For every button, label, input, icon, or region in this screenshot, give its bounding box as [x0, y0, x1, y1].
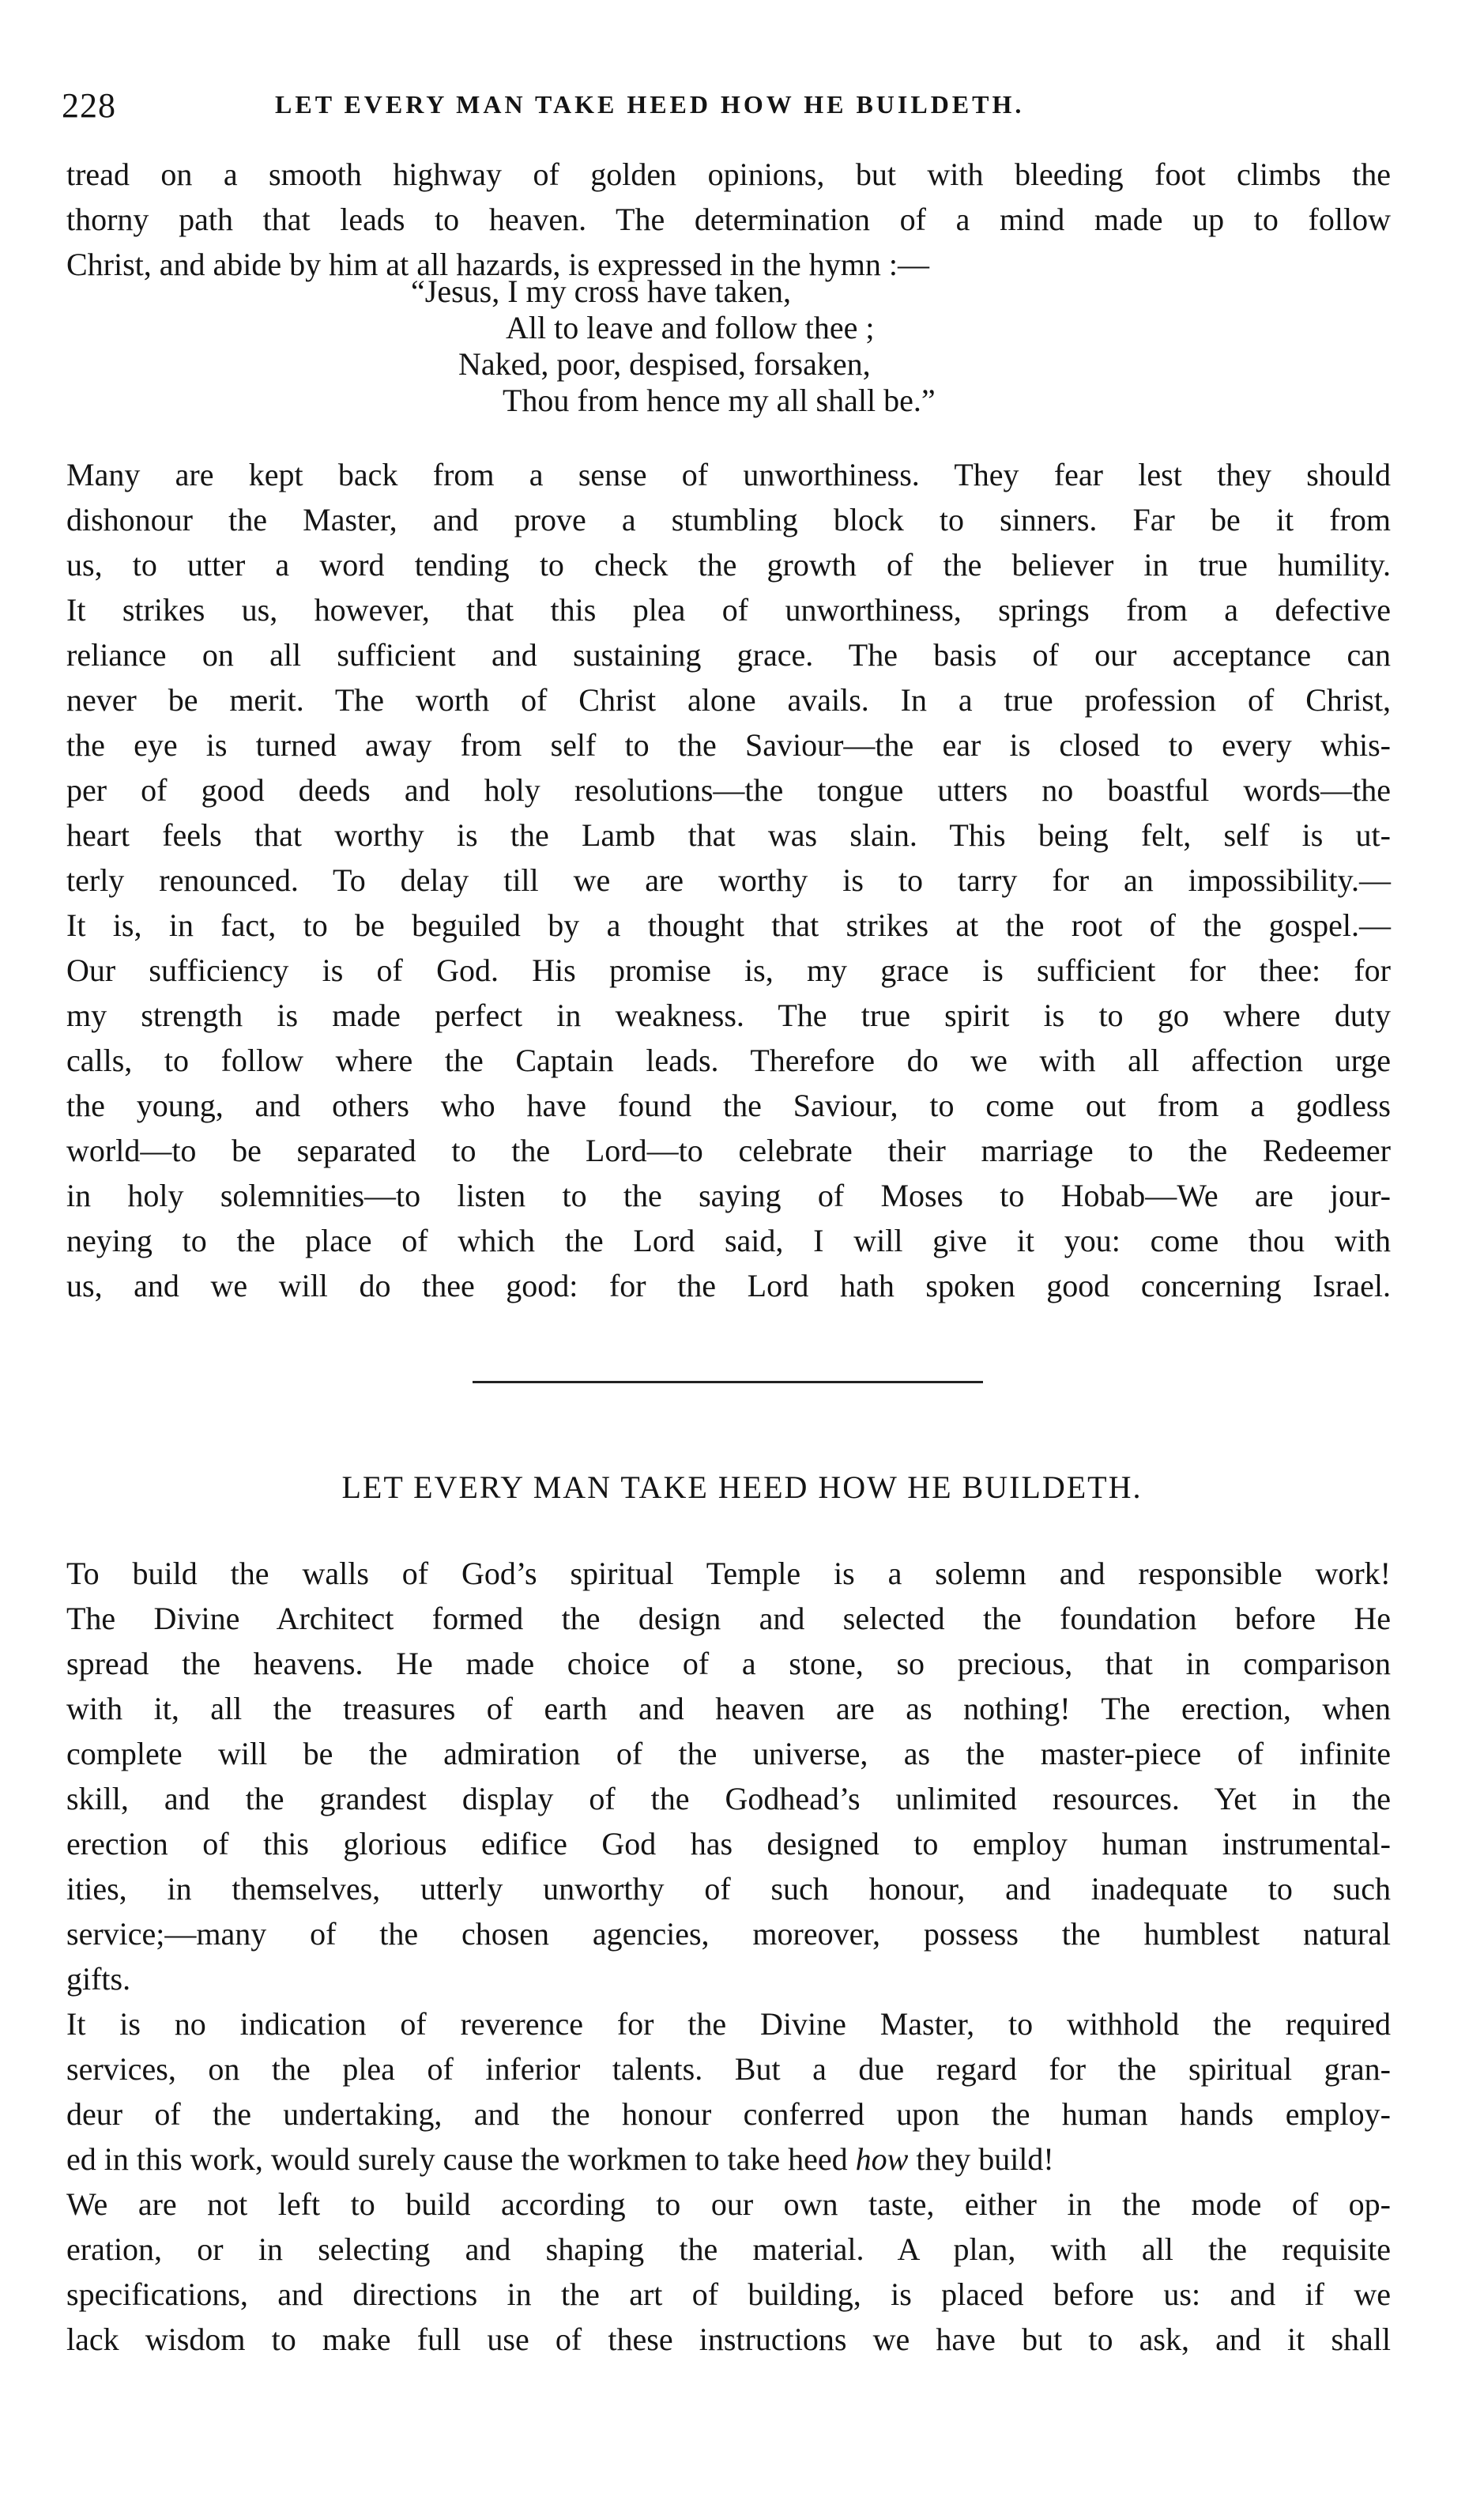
text-line: tread on a smooth highway of golden opinions, but with bleeding foot climbs the [66, 157, 1391, 192]
hymn-line: All to leave and follow thee ; [506, 310, 875, 345]
text-line: To build the walls of God’s spiritual Temple is a solemn and responsible work! [66, 1556, 1391, 1591]
text-line: lack wisdom to make full use of these instructions we have but to ask, and it shall [66, 2322, 1391, 2357]
emphasized-word: how [855, 2141, 909, 2177]
text-line: the young, and others who have found the Saviour, to come out from a godless [66, 1088, 1391, 1123]
text-line: gifts. [66, 1961, 131, 1997]
text-line: eration, or in selecting and shaping the material. A plan, with all the requisite [66, 2231, 1391, 2267]
paragraph-reverence [66, 2001, 1391, 2182]
text-line [66, 2137, 1391, 2182]
text-line: Christ, and abide by him at all hazards, is expressed in the hymn :— [66, 247, 929, 282]
continued-paragraph [66, 152, 1391, 287]
text-line: us, to utter a word tending to check the growth of the believer in true humility. [66, 547, 1391, 583]
text-line: thorny path that leads to heaven. The determination of a mind made up to follow [66, 202, 1391, 237]
text-line: in holy solemnities—to listen to the saying of Moses to Hobab—We are jour- [66, 1178, 1391, 1213]
text-line: dishonour the Master, and prove a stumbling block to sinners. Far be it from [66, 502, 1391, 537]
hymn-line: “Jesus, I my cross have taken, [411, 273, 791, 309]
text-line: specifications, and directions in the art of building, is placed before us: and if we [66, 2276, 1391, 2312]
text-line: my strength is made perfect in weakness. The true spirit is to go where duty [66, 998, 1391, 1033]
text-line: It is no indication of reverence for the Divine Master, to withhold the required [66, 2006, 1391, 2042]
text-line: It is, in fact, to be beguiled by a thought that strikes at the root of the gospel.— [66, 907, 1391, 943]
text-line: heart feels that worthy is the Lamb that was slain. This being felt, self is ut- [66, 817, 1391, 853]
text-line: skill, and the grandest display of the Godhead’s unlimited resources. Yet in the [66, 1781, 1391, 1816]
text-line: terly renounced. To delay till we are worthy is to tarry for an impossibility.— [66, 862, 1391, 898]
text-line: reliance on all sufficient and sustaining grace. The basis of our acceptance can [66, 637, 1391, 673]
text-line: Our sufficiency is of God. His promise is, my grace is sufficient for thee: for [66, 952, 1391, 988]
text-line: per of good deeds and holy resolutions—the tongue utters no boastful words—the [66, 772, 1391, 808]
text-line: neying to the place of which the Lord said, I will give it you: come thou with [66, 1223, 1391, 1258]
paragraph-unworthiness [66, 452, 1391, 1308]
section-divider [473, 1381, 983, 1383]
text-line: erection of this glorious edifice God has designed to employ human instrumental- [66, 1826, 1391, 1861]
text-line: services, on the plea of inferior talents. But a due regard for the spiritual gran- [66, 2051, 1391, 2087]
text-fragment: ed in this work, would surely cause the workmen to take heed [66, 2141, 856, 2177]
paragraph-temple [66, 1551, 1391, 2001]
hymn-line: Naked, poor, despised, forsaken, [458, 346, 871, 382]
text-line: with it, all the treasures of earth and heaven are as nothing! The erection, when [66, 1691, 1391, 1726]
text-line: complete will be the admiration of the universe, as the master-piece of infinite [66, 1736, 1391, 1771]
text-line: ities, in themselves, utterly unworthy of such honour, and inadequate to such [66, 1871, 1391, 1907]
text-line: Many are kept back from a sense of unworthiness. They fear lest they should [66, 457, 1391, 492]
running-title: LET EVERY MAN TAKE HEED HOW HE BUILDETH. [275, 90, 1025, 119]
text-line: We are not left to build according to our own taste, either in the mode of op- [66, 2186, 1391, 2222]
running-head [62, 85, 1405, 133]
hymn-line: Thou from hence my all shall be.” [503, 383, 936, 418]
page-number: 228 [62, 86, 116, 125]
article-title: LET EVERY MAN TAKE HEED HOW HE BUILDETH. [341, 1469, 1143, 1505]
paragraph-plan [66, 2182, 1391, 2362]
text-line: The Divine Architect formed the design and selected the foundation before He [66, 1601, 1391, 1636]
text-line: world—to be separated to the Lord—to celebrate their marriage to the Redeemer [66, 1133, 1391, 1168]
text-line: never be merit. The worth of Christ alone avails. In a true profession of Christ, [66, 682, 1391, 718]
text-line: us, and we will do thee good: for the Lord hath spoken good concerning Israel. [66, 1268, 1391, 1303]
text-fragment: they build! [908, 2141, 1054, 2177]
text-line: calls, to follow where the Captain leads. Therefore do we with all affection urge [66, 1043, 1391, 1078]
text-line: spread the heavens. He made choice of a stone, so precious, that in comparison [66, 1646, 1391, 1681]
text-line: the eye is turned away from self to the Saviour—the ear is closed to every whis- [66, 727, 1391, 763]
text-line: It strikes us, however, that this plea of unworthiness, springs from a defective [66, 592, 1391, 628]
text-line: service;—many of the chosen agencies, moreover, possess the humblest natural [66, 1916, 1391, 1952]
text-line: deur of the undertaking, and the honour conferred upon the human hands employ- [66, 2096, 1391, 2132]
